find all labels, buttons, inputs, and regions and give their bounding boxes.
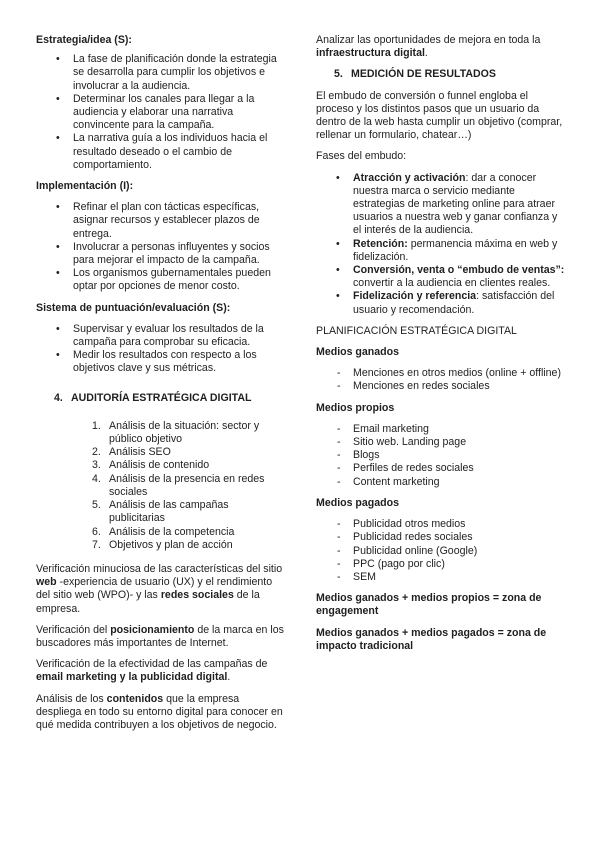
- fases-label: Fases del embudo:: [316, 150, 407, 163]
- paragraph-web: Verificación minuciosa de las características del sitio web -experiencia de usuario (UX) y el rendimiento del sitio web (WPO)- y las redes sociales de la empresa.: [36, 562, 283, 615]
- list-item: - Publicidad online (Google): [316, 545, 568, 558]
- section-number: 5.: [334, 68, 343, 81]
- list-item: - Publicidad redes sociales: [316, 531, 568, 544]
- estrategia-list: [36, 53, 286, 172]
- list-item: - Menciones en otros medios (online + offline): [316, 367, 568, 380]
- right-column: [316, 34, 568, 659]
- list-item: • Supervisar y evaluar los resultados de la campaña para comprobar su eficacia.: [36, 323, 286, 349]
- list-item: • Los organismos gubernamentales pueden optar por opciones de menor costo.: [36, 267, 286, 293]
- estrategia-heading: Estrategia/idea (S):: [36, 34, 132, 46]
- auditoria-list: [36, 420, 286, 552]
- list-item: • La fase de planificación donde la estrategia se desarrolla para cumplir los objetivos e involucrar a la audiencia.: [36, 53, 286, 93]
- list-item: - Publicidad otros medios: [316, 518, 568, 531]
- list-item: - Sitio web. Landing page: [316, 436, 568, 449]
- propios-heading: Medios propios: [316, 401, 395, 414]
- zona-engagement: Medios ganados + medios propios = zona de engagement: [316, 592, 542, 618]
- section-number: 4.: [54, 391, 63, 404]
- planificacion-title: PLANIFICACIÓN ESTRATÉGICA DIGITAL: [316, 324, 517, 337]
- left-column: [36, 34, 286, 732]
- ganados-heading: Medios ganados: [316, 346, 399, 359]
- list-item: - Blogs: [316, 449, 568, 462]
- implementacion-list: [36, 201, 286, 293]
- list-item: • Medir los resultados con respecto a los objetivos clave y sus métricas.: [36, 349, 286, 375]
- list-item: - PPC (pago por clic): [316, 558, 568, 571]
- zona-impacto: Medios ganados + medios pagados = zona de impacto tradicional: [316, 626, 547, 652]
- list-item: - Menciones en redes sociales: [316, 380, 568, 393]
- list-item: • Involucrar a personas influyentes y socios para mejorar el impacto de la campaña.: [36, 241, 286, 267]
- pagados-heading: Medios pagados: [316, 496, 399, 509]
- list-item: • Conversión, venta o “embudo de ventas”: convertir a la audiencia en clientes reales.: [316, 264, 568, 290]
- auditoria-title: [54, 392, 286, 405]
- paragraph-contenidos: Análisis de los contenidos que la empresa despliega en todo su entorno digital para conocer en qué medida contribuyen a los objetivos de negocio.: [36, 692, 283, 731]
- sistema-heading: Sistema de puntuación/evaluación (S):: [36, 301, 231, 314]
- paragraph-infraestructura: Analizar las oportunidades de mejora en toda la infraestructura digital.: [316, 34, 541, 60]
- list-item: • Determinar los canales para llegar a la audiencia y elaborar una narrativa convincente para la campaña.: [36, 93, 286, 133]
- list-item: 3. Análisis de contenido: [92, 459, 210, 472]
- paragraph-posicionamiento: Verificación del posicionamiento de la marca en los buscadores más importantes de Internet.: [36, 623, 284, 649]
- embudo-paragraph: El embudo de conversión o funnel engloba el proceso y los distintos pasos que un usuario da dentro de la web hasta cumplir un objetivo (comprar, rellenar un formulario, chatear…): [316, 89, 563, 142]
- list-item: • La narrativa guía a los individuos hacia el resultado deseado o el cambio de comportamiento.: [36, 132, 286, 172]
- list-item: 1. Análisis de la situación: sector y público objetivo: [92, 419, 260, 446]
- list-item: - SEM: [316, 571, 568, 584]
- list-item: - Perfiles de redes sociales: [316, 462, 568, 475]
- list-item: 7. Objetivos y plan de acción: [92, 538, 233, 551]
- list-item: • Atracción y activación: dar a conocer nuestra marca o servicio mediante estrategias de marketing online para atraer usuarios a nuestra web y ganar confianza y el interés de la audiencia.: [316, 172, 568, 238]
- list-item: 2. Análisis SEO: [92, 446, 171, 459]
- ganados-list: [316, 367, 568, 393]
- list-item: • Retención: permanencia máxima en web y fidelización.: [316, 238, 568, 264]
- list-item: - Email marketing: [316, 423, 568, 436]
- medicion-title: [334, 68, 568, 81]
- propios-list: [316, 423, 568, 489]
- section-title-text: MEDICIÓN DE RESULTADOS: [351, 68, 496, 81]
- list-item: • Fidelización y referencia: satisfacción del usuario y recomendación.: [316, 290, 568, 316]
- list-item: - Content marketing: [316, 476, 568, 489]
- list-item: • Refinar el plan con tácticas específicas, asignar recursos y establecer plazos de entrega.: [36, 201, 286, 241]
- sistema-list: [36, 323, 286, 376]
- list-item: 6. Análisis de la competencia: [92, 525, 235, 538]
- fases-list: [316, 172, 568, 317]
- pagados-list: [316, 518, 568, 584]
- paragraph-email: Verificación de la efectividad de las campañas de email marketing y la publicidad digital.: [36, 658, 268, 684]
- list-item: 5. Análisis de las campañas publicitarias: [92, 499, 229, 525]
- list-item: 4. Análisis de la presencia en redes sociales: [92, 472, 265, 498]
- section-title-text: AUDITORÍA ESTRATÉGICA DIGITAL: [71, 391, 252, 404]
- implementacion-heading: Implementación (I):: [36, 180, 134, 193]
